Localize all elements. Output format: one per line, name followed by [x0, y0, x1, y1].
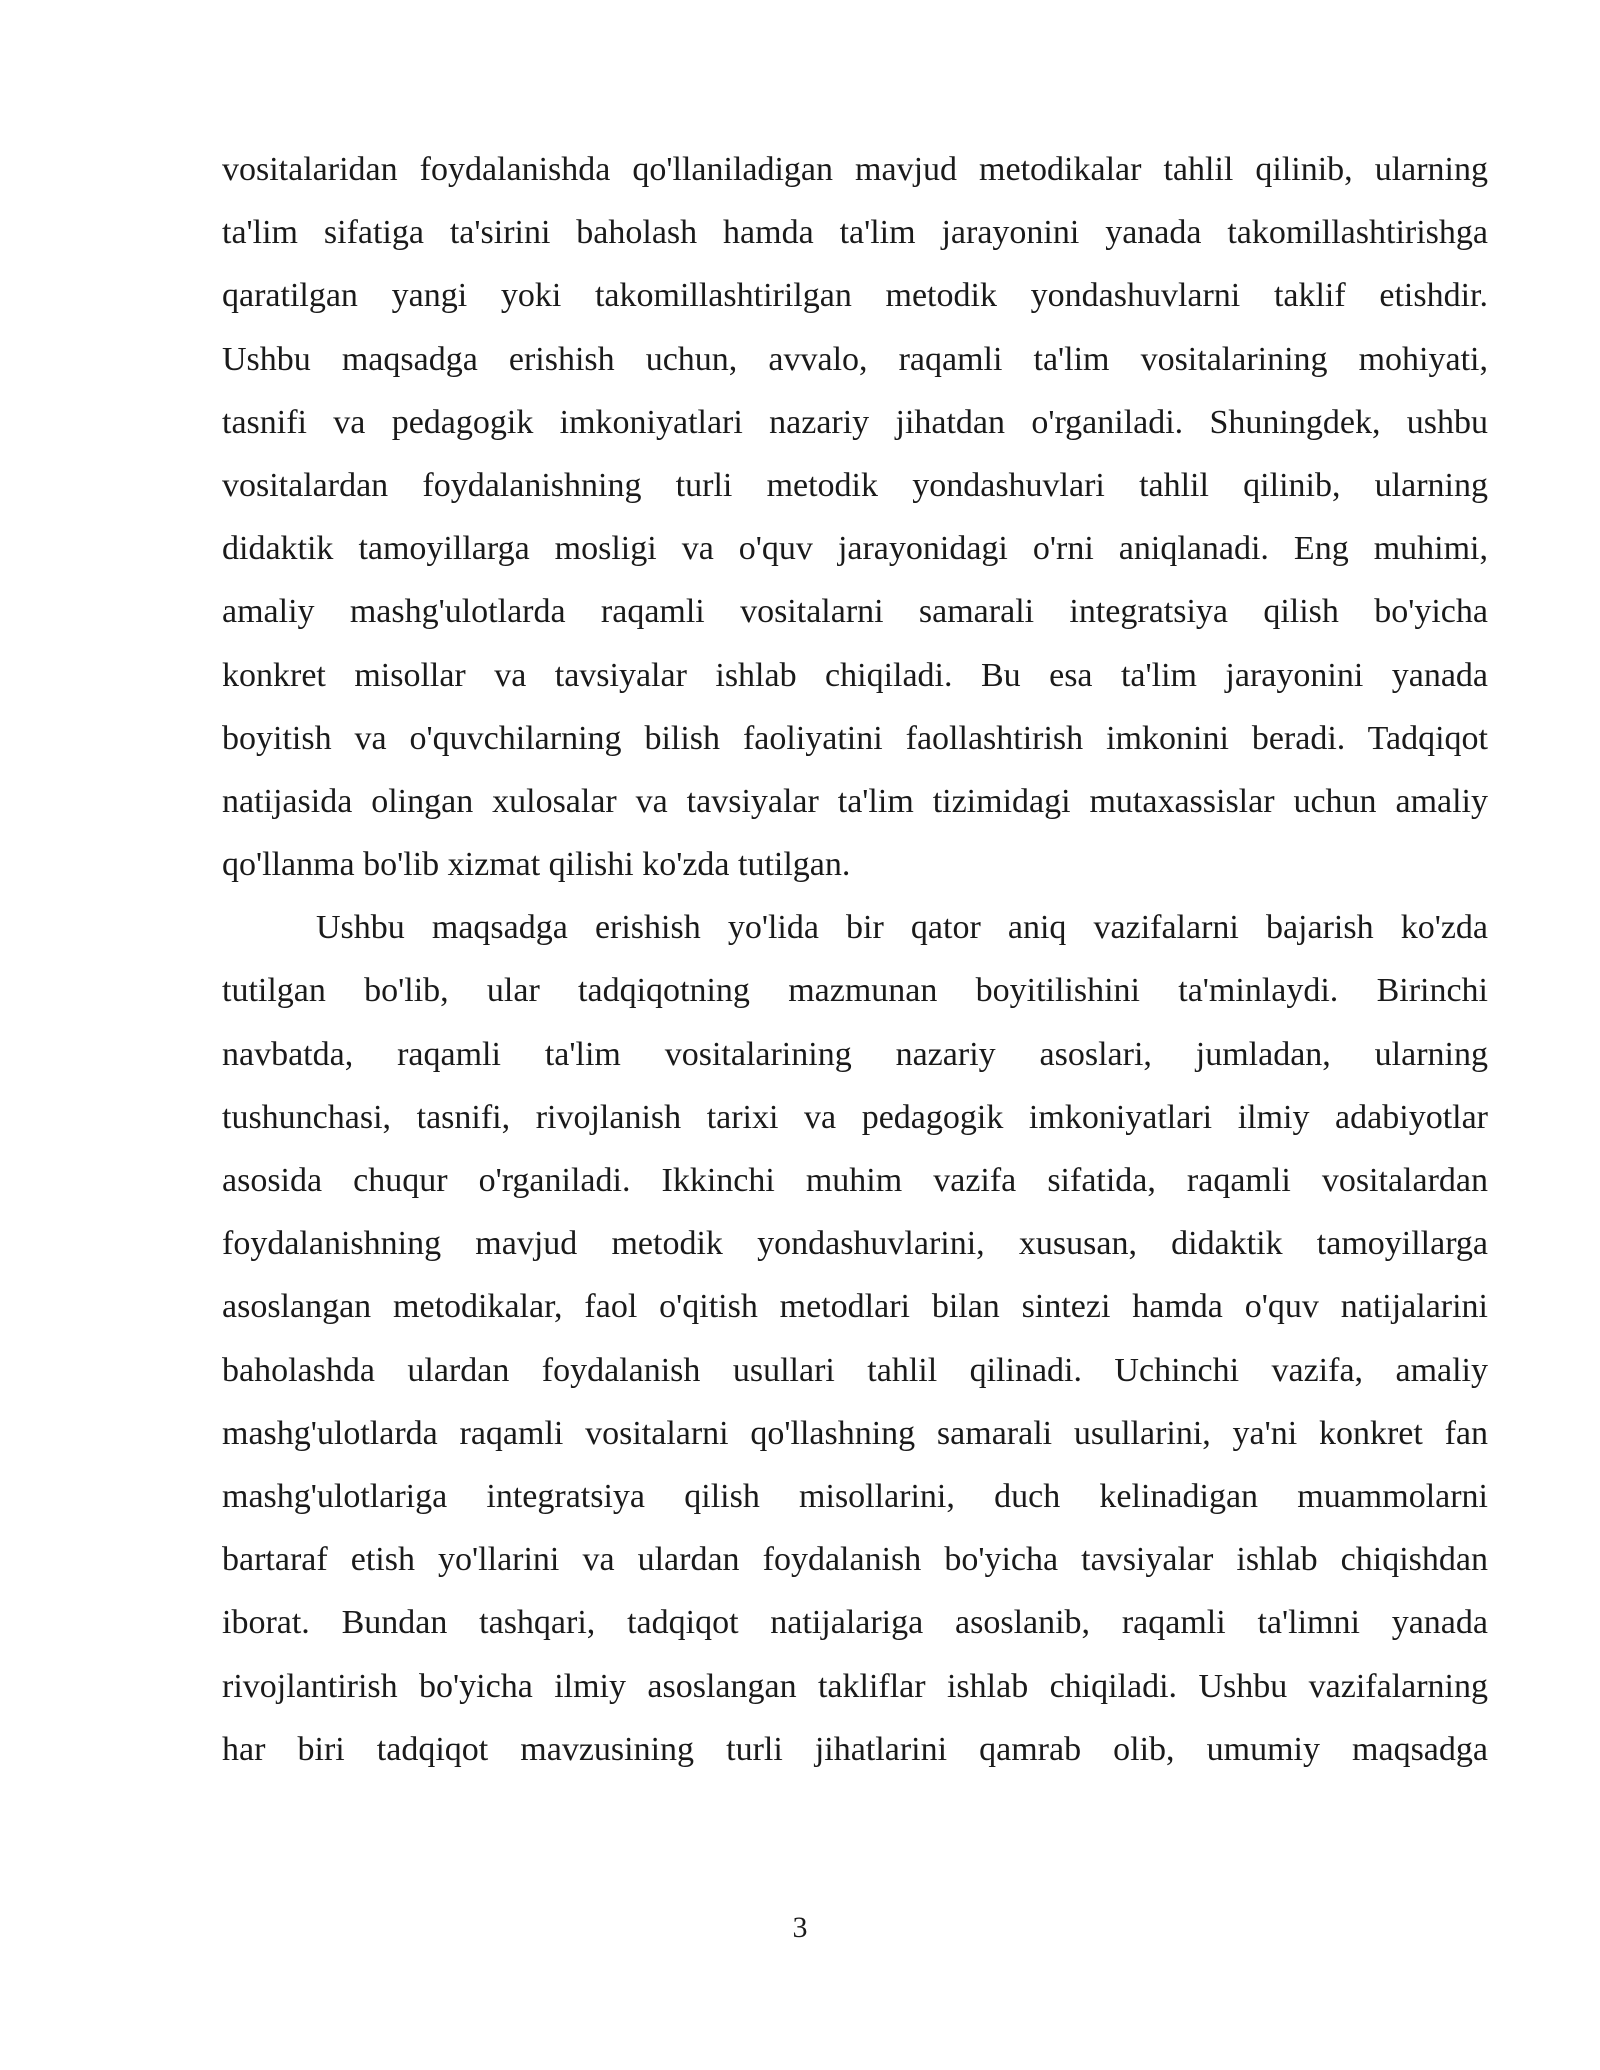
text-line: Ushbu maqsadga erishish uchun, avvalo, raqamli ta'lim vositalarining mohiyati, — [222, 340, 1488, 378]
page-number: 3 — [792, 1911, 808, 1944]
text-line: tutilgan bo'lib, ular tadqiqotning mazmunan boyitilishini ta'minlaydi. Birinchi — [222, 972, 1488, 1010]
text-line: ta'lim sifatiga ta'sirini baholash hamda ta'lim jarayonini yanada takomillashtirishga — [222, 214, 1488, 252]
text-line: foydalanishning mavjud metodik yondashuvlarini, xususan, didaktik tamoyillarga — [222, 1225, 1488, 1263]
text-line: mashg'ulotlarda raqamli vositalarni qo'llashning samarali usullarini, ya'ni konkret fan — [222, 1414, 1488, 1452]
text-line: iborat. Bundan tashqari, tadqiqot natijalariga asoslanib, raqamli ta'limni yanada — [222, 1604, 1488, 1642]
text-line: vositalardan foydalanishning turli metodik yondashuvlari tahlil qilinib, ularning — [222, 466, 1488, 504]
text-line: har biri tadqiqot mavzusining turli jihatlarini qamrab olib, umumiy maqsadga — [222, 1730, 1488, 1768]
text-line: navbatda, raqamli ta'lim vositalarining nazariy asoslari, jumladan, ularning — [222, 1035, 1488, 1073]
text-line: qaratilgan yangi yoki takomillashtirilgan metodik yondashuvlarni taklif etishdir. — [222, 277, 1488, 315]
text-line: asosida chuqur o'rganiladi. Ikkinchi muhim vazifa sifatida, raqamli vositalardan — [222, 1162, 1488, 1199]
text-line: amaliy mashg'ulotlarda raqamli vositalarni samarali integratsiya qilish bo'yicha — [222, 593, 1488, 631]
text-line: natijasida olingan xulosalar va tavsiyalar ta'lim tizimidagi mutaxassislar uchun amaliy — [222, 782, 1488, 820]
text-line: tushunchasi, tasnifi, rivojlanish tarixi va pedagogik imkoniyatlari ilmiy adabiyotlar — [222, 1098, 1488, 1136]
text-line: tasnifi va pedagogik imkoniyatlari nazariy jihatdan o'rganiladi. Shuningdek, ushbu — [222, 403, 1488, 441]
text-line: didaktik tamoyillarga mosligi va o'quv jarayonidagi o'rni aniqlanadi. Eng muhimi, — [222, 530, 1488, 568]
text-line: bartaraf etish yo'llarini va ulardan foydalanish bo'yicha tavsiyalar ishlab chiqishdan — [222, 1541, 1488, 1579]
text-line: baholashda ulardan foydalanish usullari tahlil qilinadi. Uchinchi vazifa, amaliy — [222, 1351, 1488, 1389]
text-line: qo'llanma bo'lib xizmat qilishi ko'zda tutilgan. — [222, 846, 851, 884]
paragraph — [222, 896, 1488, 1781]
text-line: asoslangan metodikalar, faol o'qitish metodlari bilan sintezi hamda o'quv natijalarini — [222, 1288, 1488, 1326]
text-line: mashg'ulotlariga integratsiya qilish misollarini, duch kelinadigan muammolarni — [222, 1477, 1488, 1515]
text-line: vositalaridan foydalanishda qo'llaniladigan mavjud metodikalar tahlil qilinib, ularning — [222, 151, 1488, 188]
text-line: konkret misollar va tavsiyalar ishlab chiqiladi. Bu esa ta'lim jarayonini yanada — [222, 656, 1488, 694]
text-line: rivojlantirish bo'yicha ilmiy asoslangan takliflar ishlab chiqiladi. Ushbu vazifalarning — [222, 1667, 1488, 1705]
body-text — [222, 138, 1488, 1781]
paragraph — [222, 138, 1488, 896]
text-line: boyitish va o'quvchilarning bilish faoliyatini faollashtirish imkonini beradi. Tadqiqot — [222, 719, 1488, 757]
text-line: Ushbu maqsadga erishish yo'lida bir qator aniq vazifalarni bajarish ko'zda — [316, 909, 1488, 947]
